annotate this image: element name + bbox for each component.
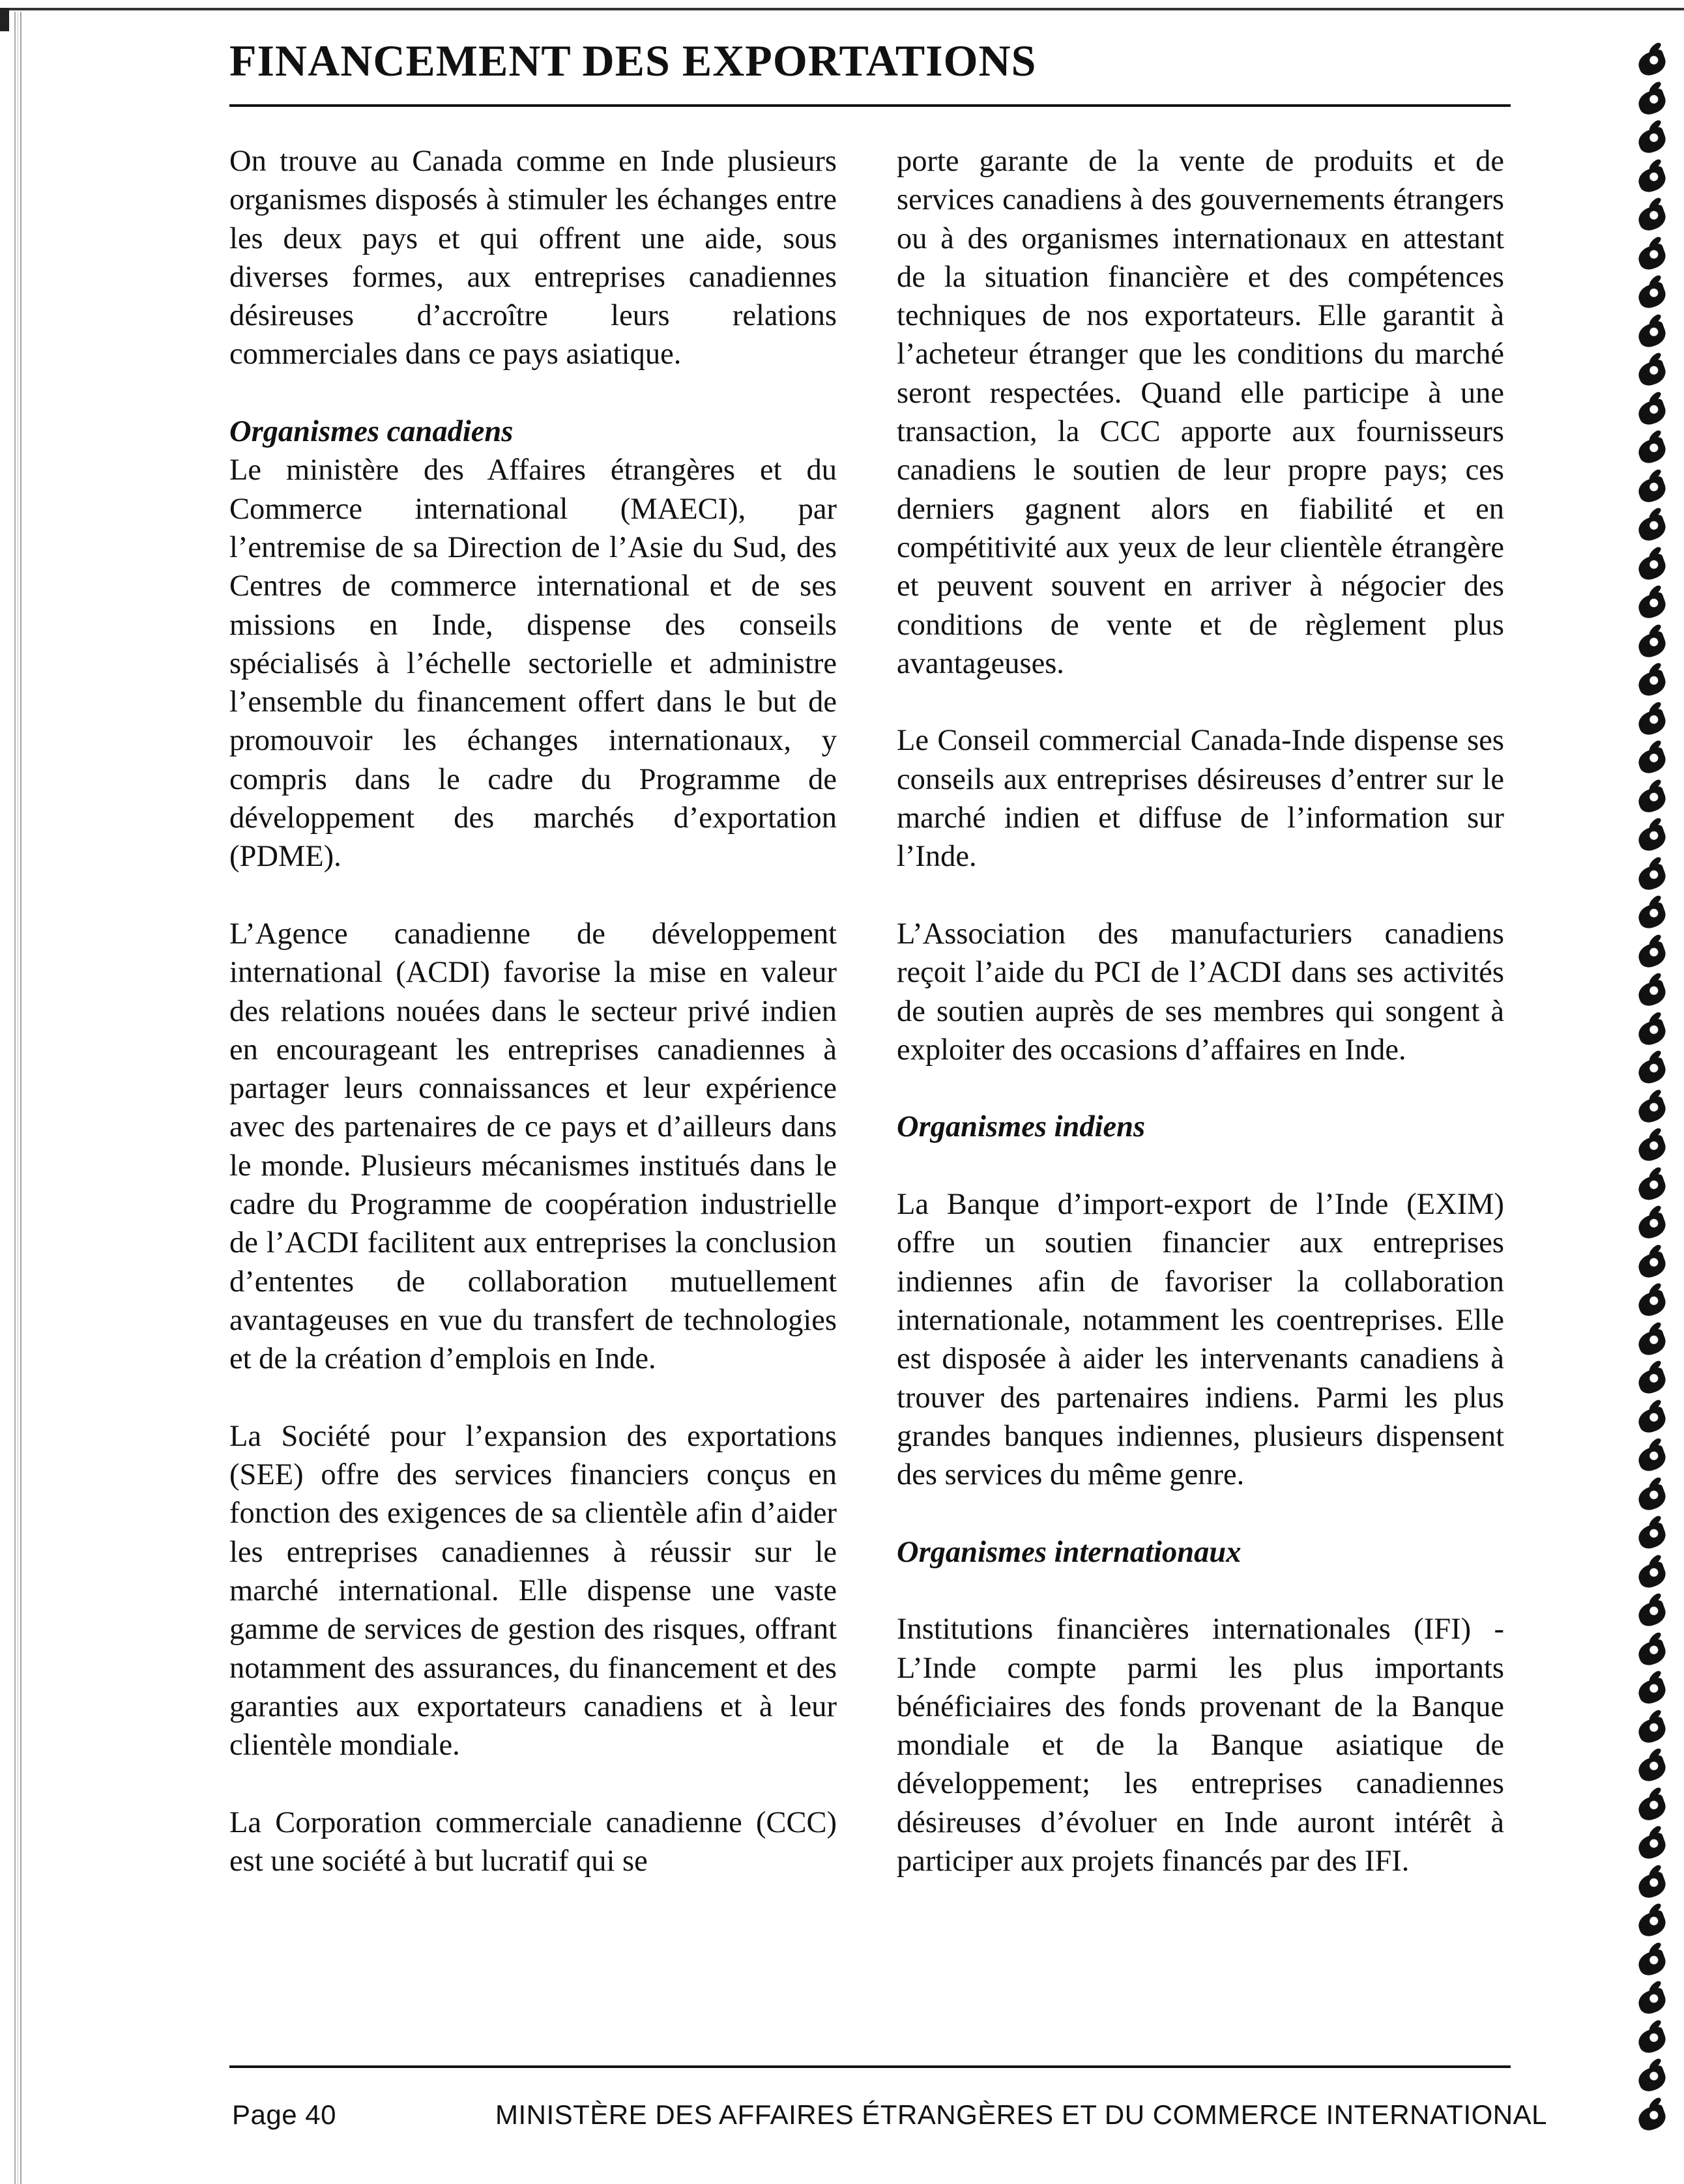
paragraph-ifi: Institutions financières internationales (IFI) - L’Inde compte parmi les plus importants bénéficiaires des fonds provenant de la Banque mondiale et de la Banque asiatique de développement; les entreprises canadiennes désireuses d’évoluer en Inde auront intérêt à participer aux projets financés par des IFI. (897, 1613, 1504, 1878)
binding-ring-icon (1635, 668, 1668, 698)
binding-ring-icon (1635, 48, 1668, 78)
paragraph-acdi: L’Agence canadienne de développement international (ACDI) favorise la mise en valeur des relations nouées dans le secteur privé indien en encourageant les entreprises canadiennes à partager leurs connaissances et leur expérience avec des partenaires de ce pays et d’ailleurs dans le monde. Plusieurs mécanismes institués dans le cadre du Programme de coopération industrielle de l’ACDI facilitent aux entreprises la conclusion d’ententes de collaboration mutuellement avantageuses en vue du transfert de technologies et de la création d’emplois en Inde. (229, 917, 837, 1376)
footer-divider (229, 2065, 1511, 2068)
binding-ring-icon (1635, 784, 1668, 814)
scan-corner-mark (0, 8, 9, 31)
binding-ring-icon (1635, 1444, 1668, 1474)
binding-ring-icon (1635, 1134, 1668, 1164)
binding-ring-icon (1635, 1289, 1668, 1319)
scan-left-edge (14, 12, 23, 2184)
paragraph-maeci: Le ministère des Affaires étrangères et du Commerce international (MAECI), par l’entremise de sa Direction de l’Asie du Sud, des Centres de commerce international et de ses missions en Inde, dispense des conseils spécialisés à l’échelle sectorielle et administre l’ensemble du financement offert dans le but de promouvoir les échanges internationaux, y compris dans le cadre du Programme de développement des marchés d’exportation (PDME). (229, 453, 837, 874)
binding-ring-icon (1635, 1560, 1668, 1590)
binding-ring-icon (1635, 1172, 1668, 1202)
binding-ring-icon (1635, 164, 1668, 194)
binding-ring-icon (1635, 629, 1668, 659)
binding-ring-icon (1635, 2103, 1668, 2133)
paragraph-conseil-commercial: Le Conseil commercial Canada-Inde dispense ses conseils aux entreprises désireuses d’entrer sur le marché indien et diffuse de l’information sur l’Inde. (897, 724, 1504, 874)
page-number: Page 40 (232, 2099, 336, 2130)
binding-ring-icon (1635, 1405, 1668, 1435)
binding-ring-icon (1635, 1676, 1668, 1706)
binding-ring-icon (1635, 1637, 1668, 1667)
binding-ring-icon (1635, 1482, 1668, 1512)
binding-ring-icon (1635, 1017, 1668, 1047)
binding-ring-icon (1635, 901, 1668, 931)
binding-ring-icon (1635, 1832, 1668, 1861)
binding-ring-icon (1635, 1947, 1668, 1977)
paragraph-see: La Société pour l’expansion des exportations (SEE) offre des services financiers conçus en fonction des exigences de sa clientèle afin d’aider les entreprises canadiennes à réussir sur le marché international. Elle dispense une vaste gamme de services de gestion des risques, offrant notamment des assurances, du financement et des garanties aux exportateurs canadiens et à leur clientèle mondiale. (229, 1419, 837, 1762)
binding-ring-icon (1635, 1754, 1668, 1784)
paragraph-ccc-continued: porte garante de la vente de produits et de services canadiens à des gouvernements étrangers ou à des organismes internationaux en attestant de la situation financière et des compétences techniques de nos exportateurs. Elle garantit à l’acheteur étranger que les conditions du marché seront respectées. Quand elle participe à une transaction, la CCC apporte aux fournisseurs canadiens le soutien de leur propre pays; ces derniers gagnent alors en fiabilité et en compétitivité aux yeux de leur clientèle étrangère et peuvent souvent en arriver à négocier des conditions de vente et de règlement plus avantageuses. (897, 145, 1504, 680)
binding-ring-icon (1635, 1366, 1668, 1396)
binding-ring-icon (1635, 940, 1668, 970)
intro-paragraph: On trouve au Canada comme en Inde plusieurs organismes disposés à stimuler les échanges entre les deux pays et qui offrent une aide, sous diverses formes, aux entreprises canadiennes désireuses d’accroître leurs relations commerciales dans ce pays asiatique. (229, 145, 837, 371)
binding-ring-icon (1635, 1250, 1668, 1280)
binding-ring-icon (1635, 2064, 1668, 2094)
paragraph-association: L’Association des manufacturiers canadiens reçoit l’aide du PCI de l’ACDI dans ses activités de soutien auprès de ses membres qui songent à exploiter des occasions d’affaires en Inde. (897, 917, 1504, 1067)
binding-ring-icon (1635, 1870, 1668, 1900)
heading-organismes-canadiens: Organismes canadiens (229, 415, 514, 449)
spiral-binding (1636, 52, 1675, 2163)
binding-ring-icon (1635, 1521, 1668, 1551)
heading-organismes-internationaux: Organismes internationaux (897, 1535, 1241, 1569)
binding-ring-icon (1635, 1909, 1668, 1939)
binding-ring-icon (1635, 552, 1668, 582)
page-title: FINANCEMENT DES EXPORTATIONS (229, 36, 1037, 85)
binding-ring-icon (1635, 1987, 1668, 2017)
paragraph-exim: La Banque d’import-export de l’Inde (EXIM) offre un soutien financier aux entreprises indiennes afin de favoriser la collaboration internationale, notamment les coentreprises. Elle est disposée à aider les intervenants canadiens à trouver des partenaires indiens. Parmi les plus grandes banques indiennes, plusieurs dispensent des services du même genre. (897, 1188, 1504, 1492)
binding-ring-icon (1635, 1095, 1668, 1125)
scan-top-edge (0, 8, 1684, 10)
right-column (897, 142, 1504, 1919)
binding-ring-icon (1635, 824, 1668, 854)
binding-ring-icon (1635, 203, 1668, 233)
binding-ring-icon (1635, 746, 1668, 776)
binding-ring-icon (1635, 1599, 1668, 1629)
binding-ring-icon (1635, 2025, 1668, 2055)
binding-ring-icon (1635, 1056, 1668, 1086)
left-column (229, 142, 837, 1919)
binding-ring-icon (1635, 513, 1668, 543)
binding-ring-icon (1635, 862, 1668, 892)
binding-ring-icon (1635, 436, 1668, 466)
binding-ring-icon (1635, 707, 1668, 737)
binding-ring-icon (1635, 979, 1668, 1009)
binding-ring-icon (1635, 1792, 1668, 1822)
binding-ring-icon (1635, 1715, 1668, 1745)
paragraph-ccc-start: La Corporation commerciale canadienne (CCC) est une société à but lucratif qui se (229, 1805, 837, 1878)
binding-ring-icon (1635, 319, 1668, 349)
binding-ring-icon (1635, 358, 1668, 388)
binding-ring-icon (1635, 242, 1668, 272)
footer-organization: MINISTÈRE DES AFFAIRES ÉTRANGÈRES ET DU COMMERCE INTERNATIONAL (495, 2099, 1547, 2130)
binding-ring-icon (1635, 281, 1668, 311)
heading-organismes-indiens: Organismes indiens (897, 1110, 1146, 1144)
binding-ring-icon (1635, 1327, 1668, 1357)
binding-ring-icon (1635, 1211, 1668, 1241)
binding-ring-icon (1635, 397, 1668, 427)
binding-ring-icon (1635, 87, 1668, 117)
title-divider (229, 104, 1511, 107)
binding-ring-icon (1635, 474, 1668, 504)
binding-ring-icon (1635, 591, 1668, 621)
binding-ring-icon (1635, 126, 1668, 156)
